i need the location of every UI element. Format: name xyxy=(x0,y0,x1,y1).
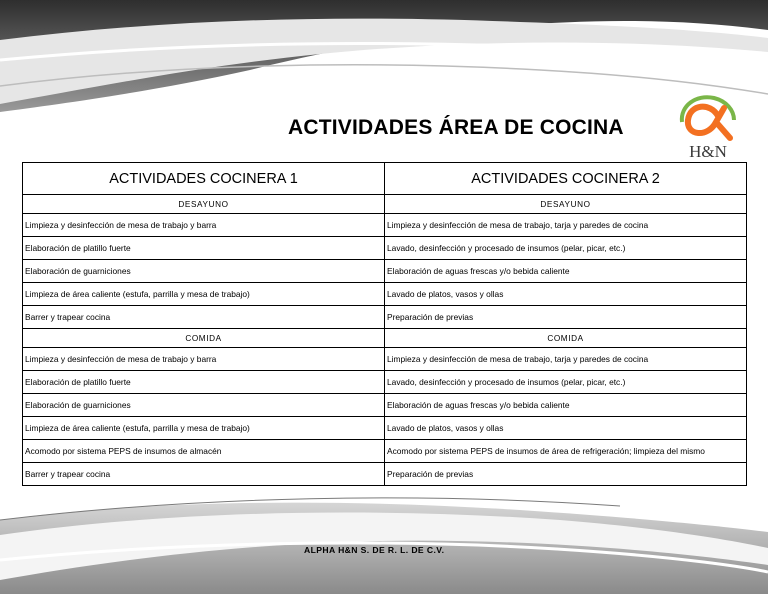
activities-table xyxy=(22,162,747,486)
page-title: ACTIVIDADES ÁREA DE COCINA xyxy=(288,116,624,139)
cell-cocinera-1: Limpieza de área caliente (estufa, parrilla y mesa de trabajo) xyxy=(23,417,385,440)
table-row xyxy=(23,283,747,306)
cell-cocinera-2: Limpieza y desinfección de mesa de trabajo, tarja y paredes de cocina xyxy=(385,214,747,237)
cell-cocinera-2: Limpieza y desinfección de mesa de trabajo, tarja y paredes de cocina xyxy=(385,348,747,371)
table-row xyxy=(23,348,747,371)
cell-cocinera-1: Elaboración de guarniciones xyxy=(23,394,385,417)
section-label: DESAYUNO xyxy=(23,195,385,214)
cell-cocinera-2: Acomodo por sistema PEPS de insumos de área de refrigeración; limpieza del mismo xyxy=(385,440,747,463)
section-row-comida xyxy=(23,329,747,348)
table-row xyxy=(23,214,747,237)
table-row xyxy=(23,463,747,486)
section-row-desayuno xyxy=(23,195,747,214)
cell-cocinera-2: Preparación de previas xyxy=(385,463,747,486)
cell-cocinera-1: Acomodo por sistema PEPS de insumos de almacén xyxy=(23,440,385,463)
table-row xyxy=(23,440,747,463)
table-row xyxy=(23,417,747,440)
logo-text: H&N xyxy=(689,142,727,161)
table-row xyxy=(23,394,747,417)
cell-cocinera-2: Lavado, desinfección y procesado de insumos (pelar, picar, etc.) xyxy=(385,237,747,260)
cell-cocinera-2: Preparación de previas xyxy=(385,306,747,329)
table-header-row xyxy=(23,163,747,195)
cell-cocinera-1: Barrer y trapear cocina xyxy=(23,463,385,486)
table-row xyxy=(23,260,747,283)
column-header-cocinera-2: ACTIVIDADES COCINERA 2 xyxy=(385,163,747,195)
table-row xyxy=(23,306,747,329)
cell-cocinera-1: Barrer y trapear cocina xyxy=(23,306,385,329)
cell-cocinera-2: Lavado, desinfección y procesado de insumos (pelar, picar, etc.) xyxy=(385,371,747,394)
cell-cocinera-1: Elaboración de guarniciones xyxy=(23,260,385,283)
table-row xyxy=(23,237,747,260)
cell-cocinera-1: Limpieza de área caliente (estufa, parrilla y mesa de trabajo) xyxy=(23,283,385,306)
cell-cocinera-2: Lavado de platos, vasos y ollas xyxy=(385,283,747,306)
cell-cocinera-1: Limpieza y desinfección de mesa de trabajo y barra xyxy=(23,214,385,237)
cell-cocinera-1: Elaboración de platillo fuerte xyxy=(23,371,385,394)
table-row xyxy=(23,371,747,394)
cell-cocinera-1: Elaboración de platillo fuerte xyxy=(23,237,385,260)
section-label: COMIDA xyxy=(23,329,385,348)
cell-cocinera-2: Lavado de platos, vasos y ollas xyxy=(385,417,747,440)
company-footer: ALPHA H&N S. DE R. L. DE C.V. xyxy=(304,545,445,555)
section-label: COMIDA xyxy=(385,329,747,348)
cell-cocinera-2: Elaboración de aguas frescas y/o bebida caliente xyxy=(385,394,747,417)
cell-cocinera-1: Limpieza y desinfección de mesa de trabajo y barra xyxy=(23,348,385,371)
cell-cocinera-2: Elaboración de aguas frescas y/o bebida caliente xyxy=(385,260,747,283)
column-header-cocinera-1: ACTIVIDADES COCINERA 1 xyxy=(23,163,385,195)
section-label: DESAYUNO xyxy=(385,195,747,214)
